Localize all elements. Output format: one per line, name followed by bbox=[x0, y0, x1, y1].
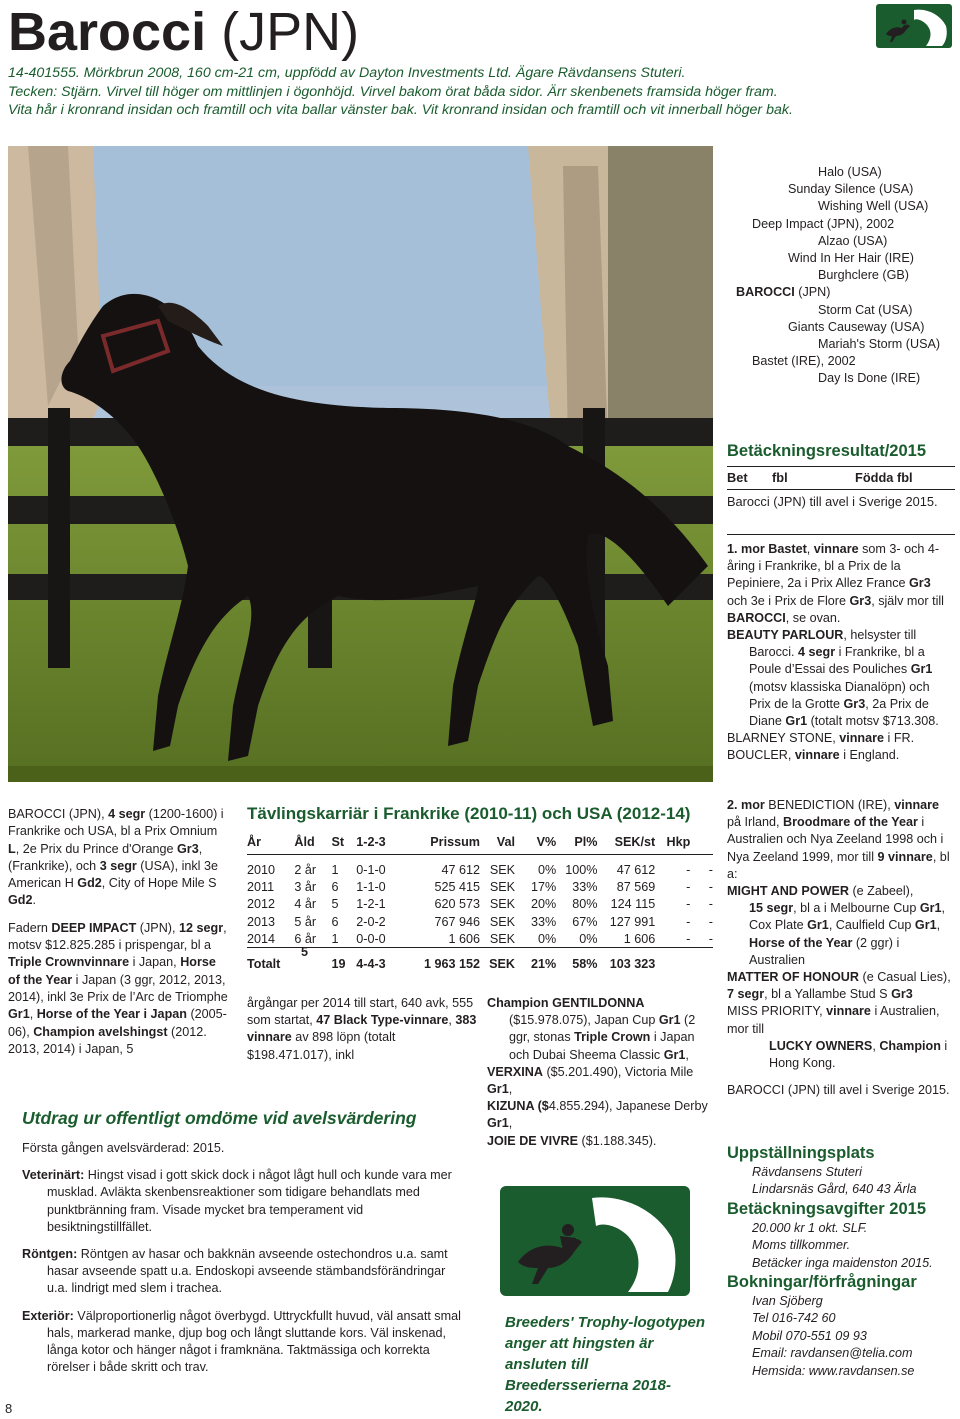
breeders-trophy-logo-icon bbox=[500, 1186, 690, 1296]
second-dam-offspring: MATTER OF HONOUR (e Casual Lies), 7 segr, bl a Yallambe Stud S Gr3 bbox=[727, 970, 951, 1002]
divider bbox=[727, 534, 955, 535]
champion-entry: VERXINA ($5.201.490), Victoria Mile Gr1, bbox=[487, 1064, 694, 1097]
evaluation-exterior: Exteriör: Välproportionerlig något överbygd. Uttryckfullt huvud, väl ansatt smal hals, markerad manke, djup bog och långt sluttande kors. Väl inskenad, långa kotor och hänger något i framknäna. Taktmässiga och korrekta rörelser i både skritt och trav. bbox=[22, 1308, 461, 1375]
champion-entry: Champion GENTILDONNA bbox=[487, 996, 645, 1010]
pedigree-entry: Mariah's Storm (USA) bbox=[818, 337, 941, 352]
evaluation-vet: Veterinärt: Hingst visad i gott skick dock i något lågt hull och kunde vara mer musklad. Avläkta skenbensreaktioner som tidigare behandlats med punktbränning fram. Visade mycket bra temperament vid besiktningstillfället. bbox=[22, 1168, 452, 1234]
racing-summary bbox=[8, 806, 230, 1068]
champion-entry: JOIE DE VIVRE ($1.188.345). bbox=[487, 1133, 657, 1148]
column-fodda: Födda fbl bbox=[855, 470, 913, 485]
dam-offspring-detail: Barocci. 4 segr i Frankrike, bl a Poule d’Essai des Pouliches Gr1 (motsv klassiska Dianalöpn) och Prix de la Grotte Gr3, 2a Prix de Diane Gr1 (totalt motsv $713.308. bbox=[749, 645, 939, 729]
description-line: Tecken: Stjärn. Virvel till höger om mittlinjen i ögonhöjd. Virvel bakom örat båda sidor. Ärr skenbenets framsida höger fram. bbox=[8, 83, 778, 100]
second-dam-grandoffspring: LUCKY OWNERS, Champion i Hong Kong. bbox=[769, 1038, 948, 1071]
fee-heading: Betäckningsavgifter 2015 bbox=[727, 1200, 927, 1218]
pedigree-entry: Burghclere (GB) bbox=[818, 268, 909, 283]
table-row: 2011 3 år 6 1-1-0 525 415 SEK 17% 33% 87 569 - - bbox=[247, 879, 713, 894]
evaluation-xray: Röntgen: Röntgen av hasar och bakknän avseende ostechondros u.a. samt hasar avseende spatt u.a. Endoskopi avseende stämbandsförändringar u.a. lindrigt med slem i trachea. bbox=[22, 1247, 448, 1296]
booking-heading: Bokningar/förfrågningar bbox=[727, 1273, 917, 1291]
page-number: 8 bbox=[5, 1401, 13, 1416]
evaluation-first: Första gången avelsvärderad: 2015. bbox=[22, 1141, 225, 1155]
pedigree-entry: Halo (USA) bbox=[818, 165, 882, 179]
table-row: 2014 6 år 1 0-0-0 1 606 SEK 0% 0% 1 606 - - bbox=[247, 931, 713, 946]
pedigree-entry: Wind In Her Hair (IRE) bbox=[788, 251, 914, 266]
career-table bbox=[247, 830, 713, 977]
sire-champions bbox=[487, 995, 713, 1150]
dam-entry: Bastet (IRE), 2002 bbox=[752, 354, 856, 369]
racing-paragraph: BAROCCI (JPN), 4 segr (1200-1600) i Frankrike och USA, bl a Prix Omnium L, 2e Prix du Prince d'Orange Gr3, (Frankrike), och 3 segr (USA), inkl 3e American H Gd2, City of Hope Mile S Gd2. bbox=[8, 807, 224, 908]
table-row: 2013 5 år 6 2-0-2 767 946 SEK 33% 67% 127 991 - - bbox=[247, 914, 713, 929]
breeding-results-columns bbox=[727, 470, 957, 485]
champion-detail: ($15.978.075), Japan Cup Gr1 (2 ggr, stonas Triple Crown i Japan och Dubai Sheema Classic Gr1, bbox=[509, 1013, 696, 1062]
booking-info: Ivan Sjöberg Tel 016-742 60 Mobil 070-551 09 93 Email: ravdansen@telia.com Hemsida: www.ravdansen.se bbox=[752, 1293, 914, 1380]
evaluation-body bbox=[22, 1140, 462, 1386]
career-heading: Tävlingskarriär i Frankrike (2010-11) och USA (2012-14) bbox=[247, 804, 691, 823]
divider bbox=[727, 489, 955, 490]
second-dam-end: BAROCCI (JPN) till avel i Sverige 2015. bbox=[727, 1083, 950, 1098]
column-bet: Bet bbox=[727, 470, 748, 485]
description-line: Vita hår i kronrand insidan och framtill och vita ballar vänster bak. Vit kronrand insidan och framtill och vit innerball höger bak. bbox=[8, 102, 793, 118]
sire-entry: Deep Impact (JPN), 2002 bbox=[752, 216, 895, 231]
pedigree-entry: Alzao (USA) bbox=[818, 233, 888, 248]
table-total-row: Totalt 19 4-4-3 1 963 152 SEK 21% 58% 103 323 bbox=[247, 948, 713, 978]
fee-info: 20.000 kr 1 okt. SLF. Moms tillkommer. Betäcker inga maidenston 2015. bbox=[752, 1221, 933, 1270]
dam-offspring: BLARNEY STONE, vinnare i FR. bbox=[727, 731, 915, 746]
pedigree-entry: Day Is Done (IRE) bbox=[818, 371, 921, 386]
dam-offspring: BOUCLER, vinnare i England. bbox=[727, 748, 900, 763]
horse-description bbox=[8, 64, 888, 120]
champion-entry: KIZUNA ($4.855.294), Japanese Derby Gr1, bbox=[487, 1099, 708, 1131]
table-header-row: År Åld St 1-2-3 Prissum Val V% Pl% SEK/st Hkp bbox=[247, 830, 713, 855]
table-row: 2012 4 år 5 1-2-1 620 573 SEK 20% 80% 124 115 - - bbox=[247, 897, 713, 912]
website-link[interactable]: Hemsida: www.ravdansen.se bbox=[752, 1363, 915, 1378]
email-link[interactable]: Email: ravdansen@telia.com bbox=[752, 1346, 913, 1361]
subject-entry: BAROCCI (JPN) bbox=[736, 285, 831, 300]
second-dam-paragraph: 2. mor BENEDICTION (IRE), vinnare på Irland, Broodmare of the Year i Australien och Nya Zeeland 1998 och i Nya Zeeland 1999, mor till 9 vinnare, bl a: bbox=[727, 798, 950, 881]
second-dam-offspring-detail: 15 segr, bl a i Melbourne Cup Gr1, Cox Plate Gr1, Caulfield Cup Gr1, Horse of the Year (2 ggr) i Australien bbox=[749, 901, 946, 967]
second-dam-section bbox=[727, 797, 953, 1099]
divider bbox=[727, 466, 955, 467]
sire-paragraph: Fadern DEEP IMPACT (JPN), 12 segr, motsv $12.825.285 i prispengar, bl a Triple Crownvinnare i Japan, Horse of the Year i Japan (3 ggr, 2012, 2013, 2014), inkl 3e Prix de l’Arc de Triomphe Gr1, Horse of the Year i Japan (2005-06), Champion avelshingst (2012. 2013, 2014) i Japan, 5 bbox=[8, 920, 228, 1056]
pedigree-entry: Wishing Well (USA) bbox=[818, 199, 929, 214]
evaluation-heading: Utdrag ur offentligt omdöme vid avelsvärdering bbox=[22, 1108, 417, 1128]
breeders-trophy-logo-icon bbox=[876, 4, 952, 48]
table-row: 2010 2 år 1 0-1-0 47 612 SEK 0% 100% 47 612 - - bbox=[247, 862, 713, 877]
sire-progeny-text: årgångar per 2014 till start, 640 avk, 555 som startat, 47 Black Type-vinnare, 383 vinnare av 898 löpn (totalt $198.471.017), inkl bbox=[247, 996, 477, 1062]
horse-photo bbox=[8, 146, 713, 782]
dam-offspring: BEAUTY PARLOUR, helsyster till bbox=[727, 628, 917, 643]
dam-section bbox=[727, 541, 951, 765]
logo-caption: Breeders' Trophy-logotypen anger att hingsten är ansluten till Breedersserierna 2018-2020. bbox=[505, 1314, 705, 1415]
column-fbl: fbl bbox=[772, 470, 788, 485]
pedigree-tree bbox=[716, 164, 956, 388]
dam-paragraph: 1. mor Bastet, vinnare som 3- och 4-åring i Frankrike, bl a Prix de la Pepiniere, 2a i Prix Allez France Gr3 och 3e i Prix de Flore Gr3, själv mor till BAROCCI, se ovan. bbox=[727, 542, 944, 625]
pedigree-entry: Storm Cat (USA) bbox=[818, 302, 913, 317]
pedigree-entry: Giants Causeway (USA) bbox=[788, 319, 925, 334]
pedigree-entry: Sunday Silence (USA) bbox=[788, 182, 914, 197]
stand-heading: Uppställningsplats bbox=[727, 1144, 875, 1162]
second-dam-offspring: MISS PRIORITY, vinnare i Australien, mor till bbox=[727, 1004, 940, 1036]
total-starts: 5 bbox=[301, 945, 309, 959]
stand-info: Rävdansens Stuteri Lindarsnäs Gård, 640 43 Ärla bbox=[752, 1165, 917, 1197]
description-line: 14-401555. Mörkbrun 2008, 160 cm-21 cm, uppfödd av Dayton Investments Ltd. Ägare Rävdansens Stuteri. bbox=[8, 65, 686, 81]
breeding-results-heading: Betäckningsresultat/2015 bbox=[727, 442, 927, 460]
breeding-results-note: Barocci (JPN) till avel i Sverige 2015. bbox=[727, 494, 938, 509]
second-dam-offspring: MIGHT AND POWER (e Zabeel), bbox=[727, 884, 914, 899]
page-title: Barocci (JPN) bbox=[8, 2, 360, 62]
